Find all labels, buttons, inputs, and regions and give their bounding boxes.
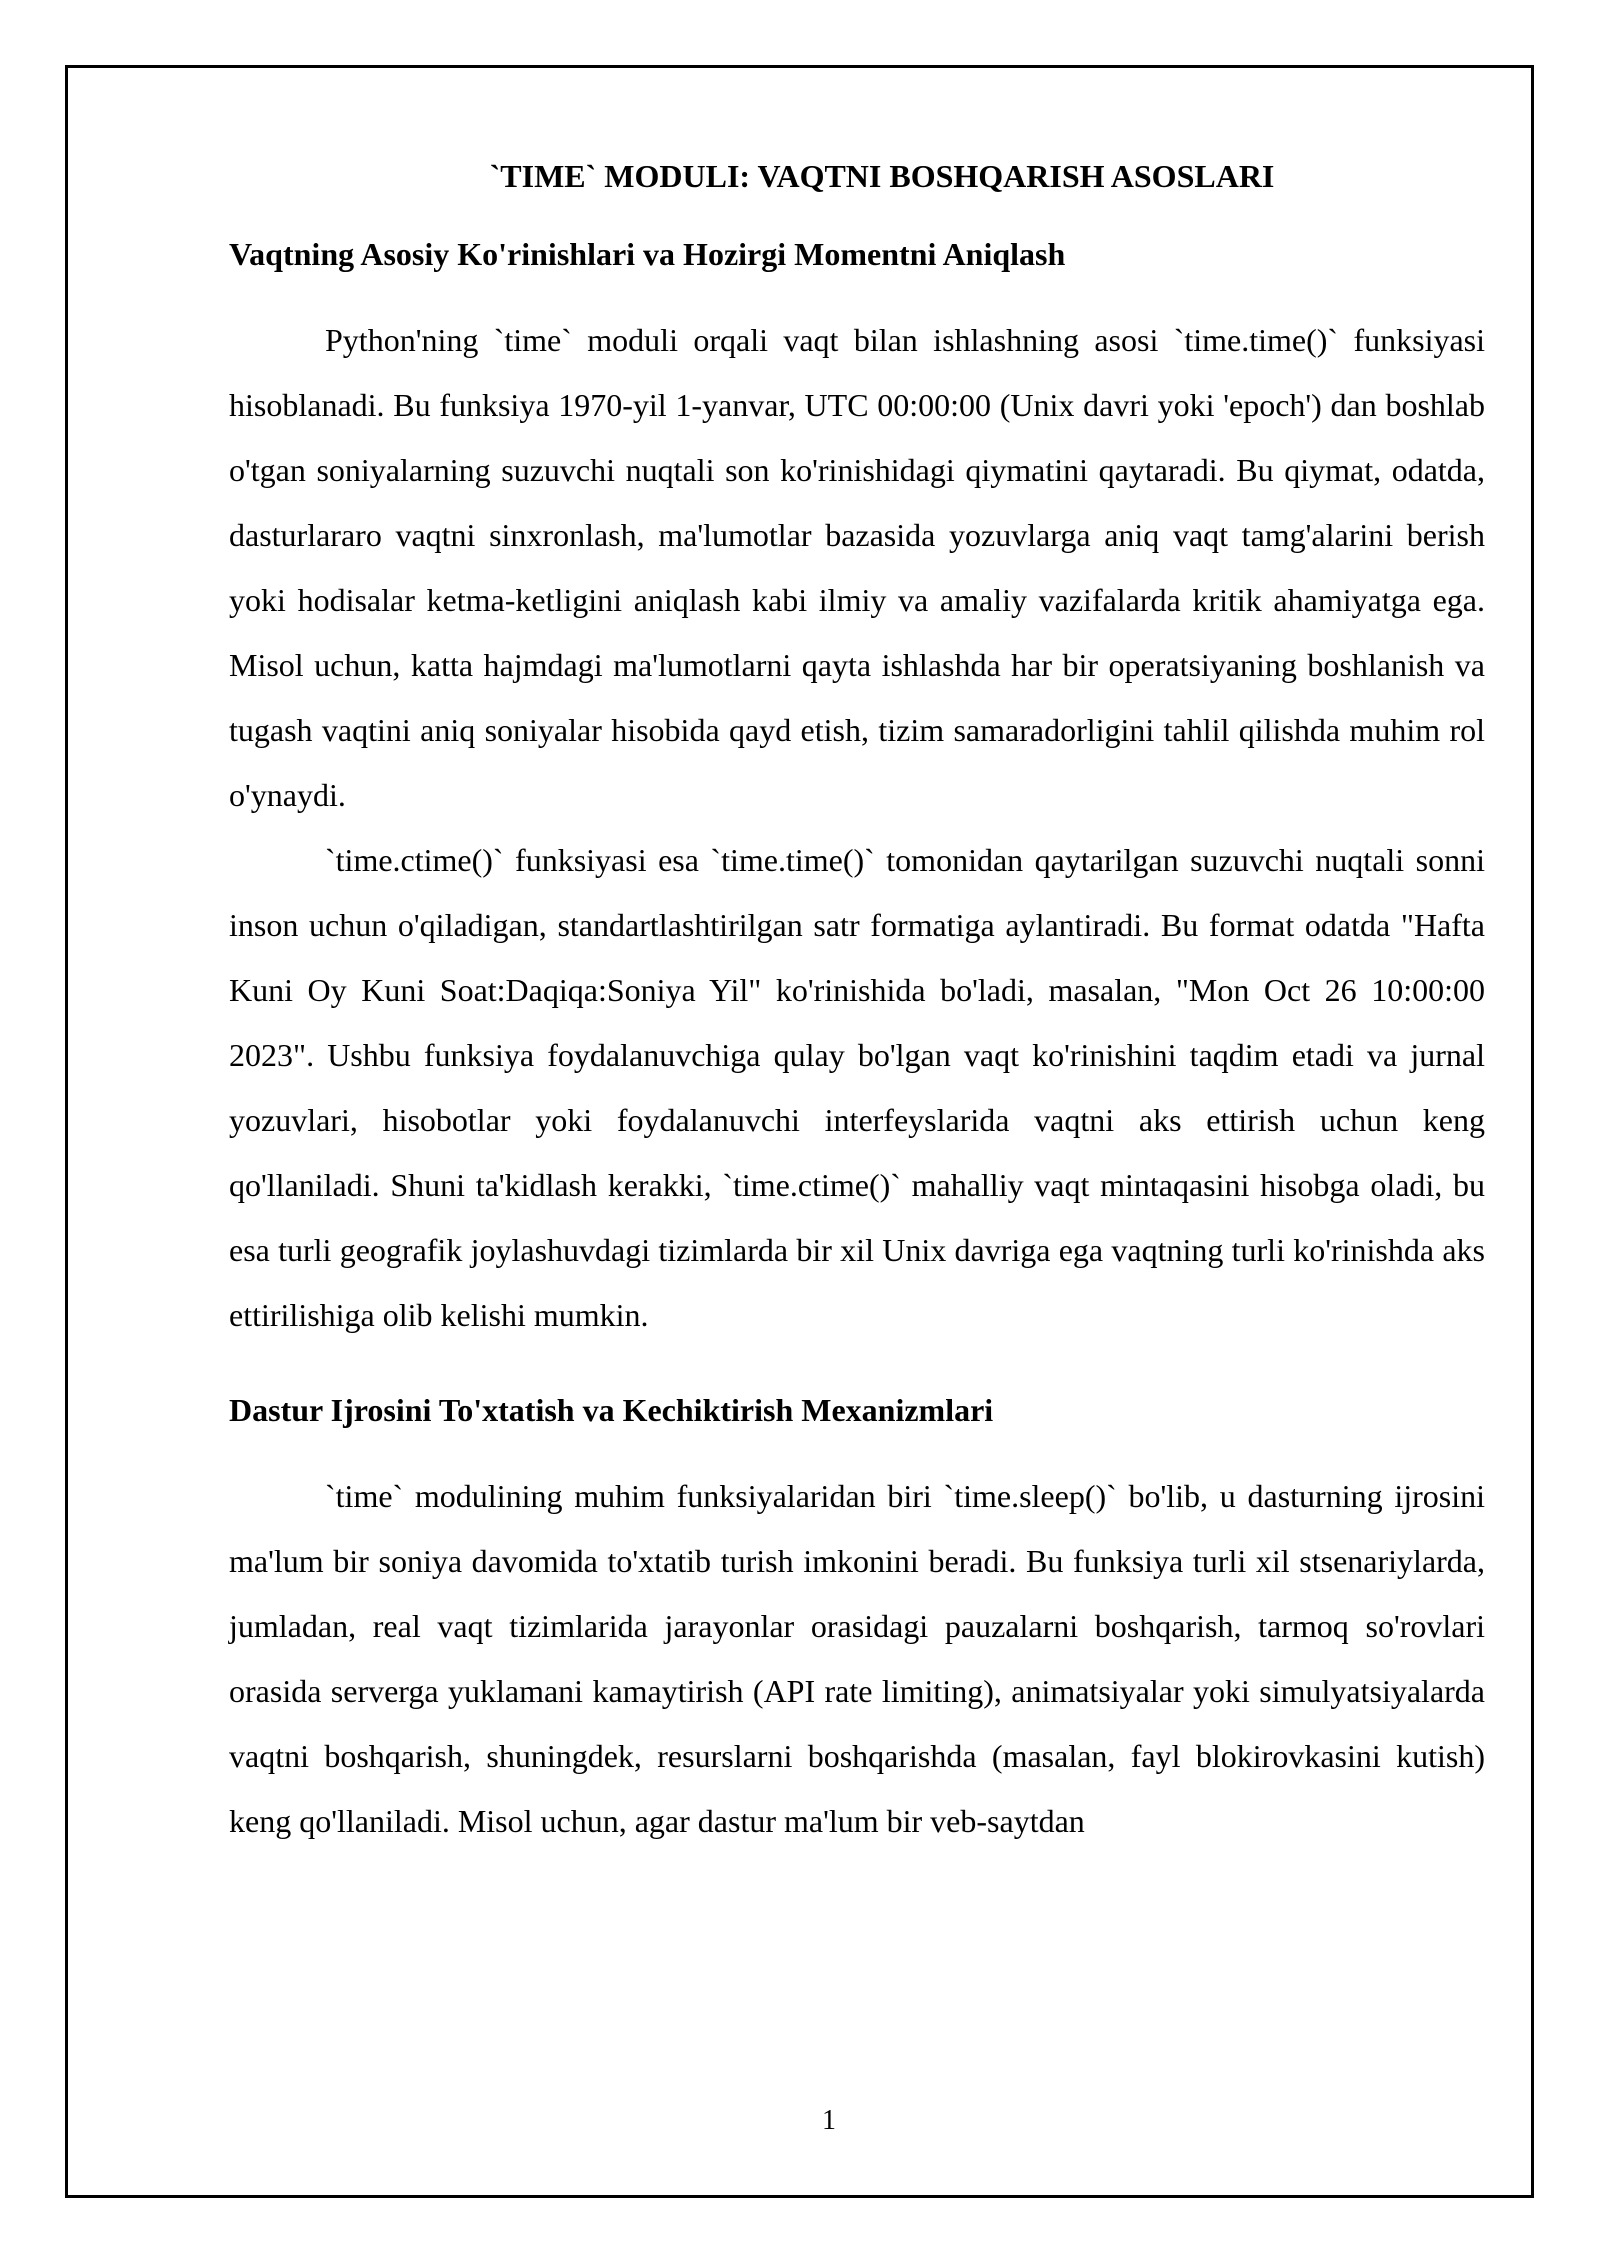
document-body bbox=[229, 150, 1485, 1854]
paragraph-time-sleep: `time` modulining muhim funksiyalaridan biri `time.sleep()` bo'lib, u dasturning ijrosini ma'lum bir soniya davomida to'xtatib turish imkonini beradi. Bu funksiya turli xil stsenariylarda, jumladan, real vaqt tizimlarida jarayonlar orasidagi pauzalarni boshqarish, tarmoq so'rovlari orasida serverga yuklamani kamaytirish (API rate limiting), animatsiyalar yoki simulyatsiyalarda vaqtni boshqarish, shuningdek, resurslarni boshqarishda (masalan, fayl blokirovkasini kutish) keng qo'llaniladi. Misol uchun, agar dastur ma'lum bir veb-saytdan bbox=[229, 1478, 1485, 1839]
paragraph-time-ctime: `time.ctime()` funksiyasi esa `time.time()` tomonidan qaytarilgan suzuvchi nuqtali sonni inson uchun o'qiladigan, standartlashtirilgan satr formatiga aylantiradi. Bu format odatda "Hafta Kuni Oy Kuni Soat:Daqiqa:Soniya Yil" ko'rinishida bo'ladi, masalan, "Mon Oct 26 10:00:00 2023". Ushbu funksiya foydalanuvchiga qulay bo'lgan vaqt ko'rinishini taqdim etadi va jurnal yozuvlari, hisobotlar yoki foydalanuvchi interfeyslarida vaqtni aks ettirish uchun keng qo'llaniladi. Shuni ta'kidlash kerakki, `time.ctime()` mahalliy vaqt mintaqasini hisobga oladi, bu esa turli geografik joylashuvdagi tizimlarda bir xil Unix davriga ega vaqtning turli ko'rinishda aks ettirilishiga olib kelishi mumkin. bbox=[229, 842, 1485, 1333]
paragraph-time-time: Python'ning `time` moduli orqali vaqt bilan ishlashning asosi `time.time()` funksiyasi hisoblanadi. Bu funksiya 1970-yil 1-yanvar, UTC 00:00:00 (Unix davri yoki 'epoch') dan boshlab o'tgan soniyalarning suzuvchi nuqtali son ko'rinishidagi qiymatini qaytaradi. Bu qiymat, odatda, dasturlararo vaqtni sinxronlash, ma'lumotlar bazasida yozuvlarga aniq vaqt tamg'alarini berish yoki hodisalar ketma-ketligini aniqlash kabi ilmiy va amaliy vazifalarda kritik ahamiyatga ega. Misol uchun, katta hajmdagi ma'lumotlarni qayta ishlashda har bir operatsiyaning boshlanish va tugash vaqtini aniq soniyalar hisobida qayd etish, tizim samaradorligini tahlil qilishda muhim rol o'ynaydi. bbox=[229, 322, 1485, 813]
section-heading-sleep: Dastur Ijrosini To'xtatish va Kechiktirish Mexanizmlari bbox=[229, 1392, 994, 1428]
page-number: 1 bbox=[822, 2105, 836, 2136]
section-heading-time-views: Vaqtning Asosiy Ko'rinishlari va Hozirgi Momentni Aniqlash bbox=[229, 236, 1066, 272]
document-title: `TIME` MODULI: VAQTNI BOSHQARISH ASOSLARI bbox=[489, 158, 1275, 194]
